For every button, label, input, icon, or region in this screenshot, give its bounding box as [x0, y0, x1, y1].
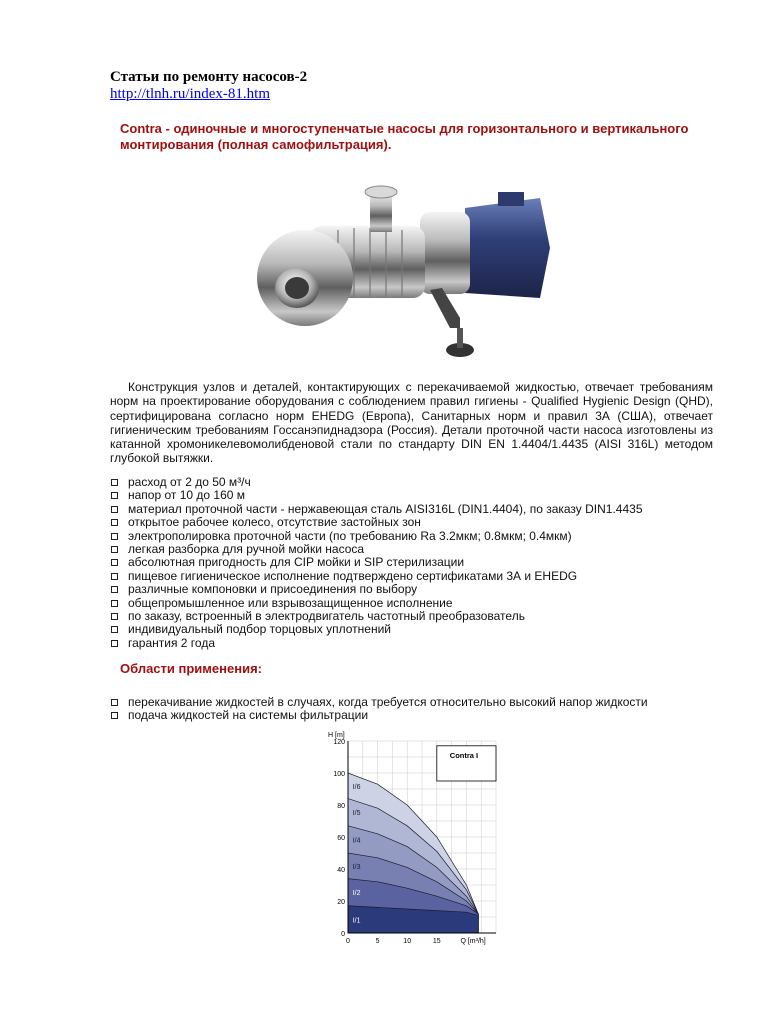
feature-text: напор от 10 до 160 м	[128, 488, 246, 503]
y-tick-label: 60	[337, 835, 345, 842]
checkbox-icon	[111, 712, 118, 719]
series-label: I/3	[352, 863, 361, 871]
list-item	[110, 489, 643, 502]
list-item	[110, 503, 643, 516]
list-item	[110, 530, 643, 543]
y-tick-label: 40	[337, 867, 345, 874]
checkbox-icon	[111, 600, 118, 607]
description-text: Конструкция узлов и деталей, контактирующих с перекачиваемой жидкостью, отвечает требованиям норм на проектирование оборудования с соблюдением правил гигиены - Qualified Hygienic Design (QHD), сертифицирована согласно норм EHEDG (Европа), Санитарных норм и правил 3А (США), отвечает гигиеническим требованиям Госсанэпиднадзора (Россия). Детали проточной части насоса изготовлены из катанной хромоникелевомолибденовой стали по стандарту DIN EN 1.4404/1.4435 (AISI 316L) методом глубокой вытяжки.	[110, 380, 713, 466]
checkbox-icon	[111, 519, 118, 526]
application-text: подача жидкостей на системы фильтрации	[128, 708, 369, 723]
series-label: I/4	[352, 837, 361, 845]
list-item	[110, 637, 643, 650]
checkbox-icon	[111, 699, 118, 706]
feature-text: материал проточной части - нержавеющая сталь AISI316L (DIN1.4404), по заказу DIN1.4435	[128, 501, 643, 516]
source-link[interactable]: http://tlnh.ru/index-81.htm	[110, 86, 270, 102]
feature-text: гарантия 2 года	[128, 635, 215, 650]
checkbox-icon	[111, 546, 118, 553]
chart-title: Contra I	[449, 750, 479, 760]
x-axis-label: Q [m³/h]	[460, 938, 486, 945]
performance-chart	[318, 726, 503, 946]
page-title: Статьи по ремонту насосов-2	[110, 69, 308, 85]
list-item	[110, 696, 648, 709]
list-item	[110, 623, 643, 636]
series-label: I/6	[352, 783, 361, 791]
list-item	[110, 516, 643, 529]
list-item	[110, 597, 643, 610]
feature-text: легкая разборка для ручной мойки насоса	[128, 542, 365, 557]
applications-heading: Области применения:	[120, 661, 262, 676]
feature-text: открытое рабочее колесо, отсутствие застойных зон	[128, 515, 421, 530]
features-list	[110, 476, 643, 650]
y-tick-label: 100	[333, 771, 345, 778]
y-tick-label: 0	[341, 931, 345, 938]
applications-list	[110, 696, 648, 723]
checkbox-icon	[111, 586, 118, 593]
feature-text: пищевое гигиеническое исполнение подтверждено сертификатами 3А и EHEDG	[128, 568, 578, 583]
feature-text: расход от 2 до 50 м³/ч	[128, 475, 251, 489]
y-tick-label: 20	[337, 899, 345, 906]
x-tick-label: 0	[346, 938, 350, 945]
feature-text: индивидуальный подбор торцовых уплотнений	[128, 622, 391, 637]
checkbox-icon	[111, 613, 118, 620]
feature-text: общепромышленное или взрывозащищенное исполнение	[128, 595, 453, 610]
y-tick-label: 120	[333, 739, 345, 746]
checkbox-icon	[111, 573, 118, 580]
list-item	[110, 583, 643, 596]
x-tick-label: 5	[375, 938, 380, 945]
feature-text: электрополировка проточной части (по требованию Ra 3.2мкм; 0.8мкм; 0.4мкм)	[128, 528, 572, 543]
list-item	[110, 610, 643, 623]
checkbox-icon	[111, 506, 118, 513]
pump-image	[250, 178, 560, 368]
x-tick-label: 10	[403, 938, 412, 945]
list-item	[110, 709, 648, 722]
x-tick-label: 15	[432, 938, 441, 945]
feature-text: абсолютная пригодность для CIP мойки и SIP стерилизации	[128, 555, 465, 570]
application-text: перекачивание жидкостей в случаях, когда требуется относительно высокий напор жидкости	[128, 695, 648, 709]
feature-text: по заказу, встроенный в электродвигатель частотный преобразователь	[128, 609, 525, 624]
list-item	[110, 476, 643, 489]
checkbox-icon	[111, 559, 118, 566]
series-label: I/2	[352, 890, 361, 898]
checkbox-icon	[111, 479, 118, 486]
checkbox-icon	[111, 533, 118, 540]
feature-text: различные компоновки и присоединения по выбору	[128, 582, 418, 597]
series-label: I/5	[352, 810, 361, 818]
list-item	[110, 556, 643, 569]
checkbox-icon	[111, 492, 118, 499]
checkbox-icon	[111, 626, 118, 633]
y-tick-label: 80	[337, 803, 345, 810]
description	[110, 380, 713, 466]
list-item	[110, 570, 643, 583]
list-item	[110, 543, 643, 556]
checkbox-icon	[111, 640, 118, 647]
y-axis-label: H [m]	[328, 732, 345, 739]
series-label: I/1	[352, 917, 361, 925]
intro-text: Contra - одиночные и многоступенчатые насосы для горизонтального и вертикального монтирования (полная самофильтрация).	[120, 121, 689, 152]
